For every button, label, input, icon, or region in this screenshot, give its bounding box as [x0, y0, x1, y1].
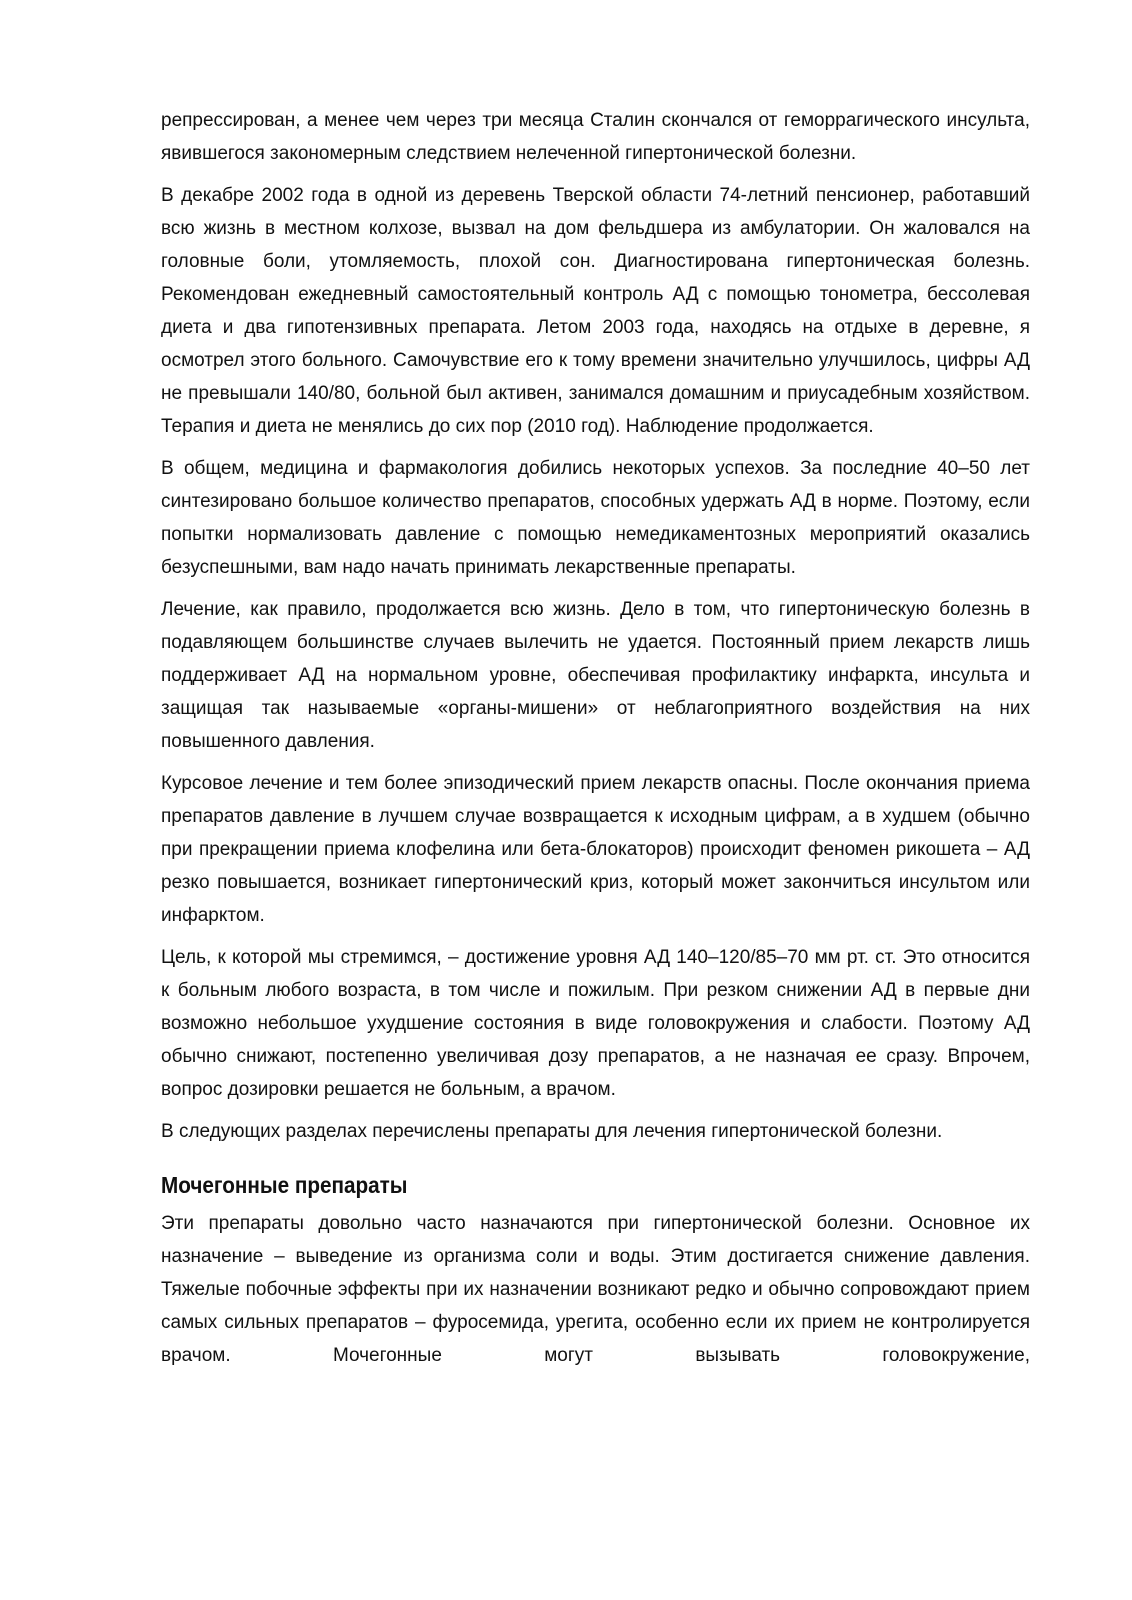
paragraph-diuretics-intro: Эти препараты довольно часто назначаются при гипертонической болезни. Основное их назначение – выведение из организма соли и воды. Этим достигается снижение давления. Тяжелые побочные эффекты при их назначении возникают редко и обычно сопровождают прием самых сильных препаратов – фуросемида, урегита, особенно если их прием не контролируется врачом. Мочегонные могут вызывать головокружение, — [161, 1213, 1030, 1366]
section-heading-diuretics: Мочегонные препараты — [161, 1172, 408, 1198]
paragraph-course-treatment-danger: Курсовое лечение и тем более эпизодический прием лекарств опасны. После окончания приема препаратов давление в лучшем случае возвращается к исходным цифрам, а в худшем (обычно при прекращении приема клофелина или бета-блокаторов) происходит феномен рикошета – АД резко повышается, возникает гипертонический криз, который может закончиться инсультом или инфарктом. — [161, 773, 1030, 926]
paragraph-lifelong-treatment: Лечение, как правило, продолжается всю жизнь. Дело в том, что гипертоническую болезнь в подавляющем большинстве случаев вылечить не удается. Постоянный прием лекарств лишь поддерживает АД на нормальном уровне, обеспечивая профилактику инфаркта, инсульта и защищая так называемые «органы-мишени» от неблагоприятного воздействия на них повышенного давления. — [161, 599, 1030, 752]
paragraph-next-sections: В следующих разделах перечислены препараты для лечения гипертонической болезни. — [161, 1121, 943, 1142]
paragraph-stalin-stroke: репрессирован, а менее чем через три месяца Сталин скончался от геморрагического инсульта, явившегося закономерным следствием нелеченной гипертонической болезни. — [161, 110, 1030, 164]
paragraph-target-pressure: Цель, к которой мы стремимся, – достижение уровня АД 140–120/85–70 мм рт. ст. Это относится к больным любого возраста, в том числе и пожилым. При резком снижении АД в первые дни возможно небольшое ухудшение состояния в виде головокружения и слабости. Поэтому АД обычно снижают, постепенно увеличивая дозу препаратов, а не назначая ее сразу. Впрочем, вопрос дозировки решается не больным, а врачом. — [161, 947, 1030, 1100]
paragraph-tver-case: В декабре 2002 года в одной из деревень Тверской области 74-летний пенсионер, работавший всю жизнь в местном колхозе, вызвал на дом фельдшера из амбулатории. Он жаловался на головные боли, утомляемость, плохой сон. Диагностирована гипертоническая болезнь. Рекомендован ежедневный самостоятельный контроль АД с помощью тонометра, бессолевая диета и два гипотензивных препарата. Летом 2003 года, находясь на отдыхе в деревне, я осмотрел этого больного. Самочувствие его к тому времени значительно улучшилось, цифры АД не превышали 140/80, больной был активен, занимался домашним и приусадебным хозяйством. Терапия и диета не менялись до сих пор (2010 год). Наблюдение продолжается. — [161, 185, 1030, 437]
document-body — [161, 104, 1030, 1381]
paragraph-medicine-success: В общем, медицина и фармакология добились некоторых успехов. За последние 40–50 лет синтезировано большое количество препаратов, способных удержать АД в норме. Поэтому, если попытки нормализовать давление с помощью немедикаментозных мероприятий оказались безуспешными, вам надо начать принимать лекарственные препараты. — [161, 458, 1030, 578]
